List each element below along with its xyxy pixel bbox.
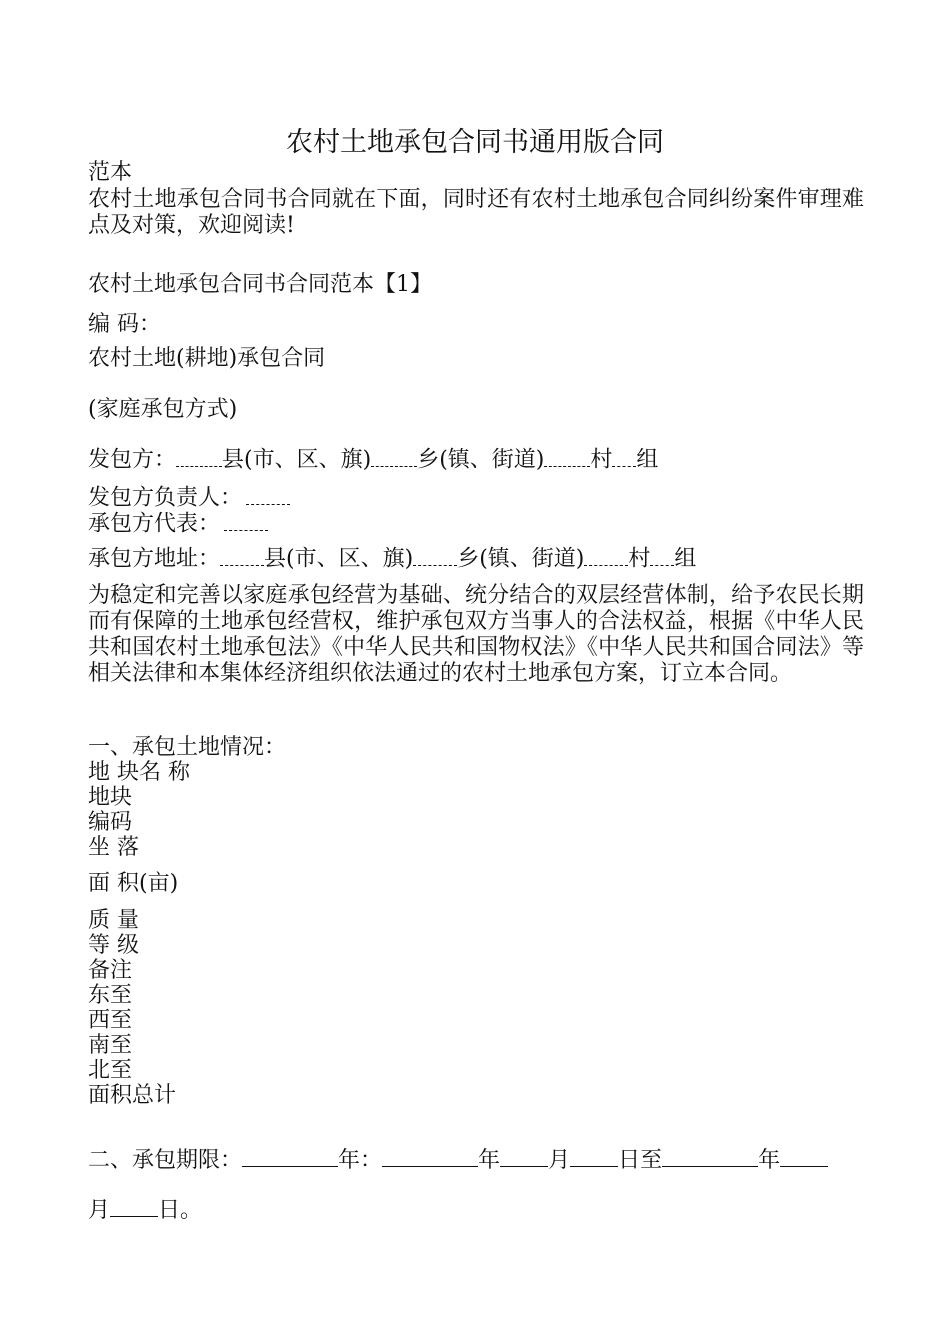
land-item: 北至: [88, 1058, 133, 1083]
contract-type: (家庭承包方式): [88, 397, 238, 422]
contractor-address-town: 乡(镇、街道): [457, 546, 585, 572]
blank-field: [110, 1195, 158, 1217]
land-item: 等 级: [88, 933, 139, 958]
blank-field: [780, 1145, 828, 1167]
heading-sample-1: 农村土地承包合同书合同范本【1】: [88, 272, 432, 297]
intro-paragraph: 农村土地承包合同书合同就在下面，同时还有农村土地承包合同纠纷案件审理难点及对策，欢迎阅读!: [88, 187, 864, 238]
contractor-address-village: 村: [628, 546, 651, 572]
blank-field: [650, 547, 674, 566]
section2-year: 年: [758, 1147, 781, 1173]
contractor-address-county: 县(市、区、旗): [264, 546, 414, 572]
issuer-group: 组: [636, 447, 659, 473]
blank-field: [246, 486, 290, 505]
section2-label: 二、承包期限：: [88, 1147, 243, 1173]
section1-heading: 一、承包土地情况：: [88, 735, 287, 760]
blank-field: [242, 1145, 338, 1167]
blank-field: [500, 1145, 548, 1167]
issuer-town: 乡(镇、街道): [417, 447, 545, 473]
blank-field: [662, 1145, 758, 1167]
land-item: 地 块名 称: [88, 760, 190, 785]
blank-field: [220, 547, 264, 566]
blank-field: [413, 547, 457, 566]
section2-line: [88, 1145, 828, 1172]
section2-day-end: 日。: [158, 1197, 203, 1223]
section2-day-to: 日至: [618, 1147, 663, 1173]
preamble-paragraph: 为稳定和完善以家庭承包经营为基础、统分结合的双层经营体制，给予农民长期而有保障的土地承包经营权，维护承包双方当事人的合法权益，根据《中华人民共和国农村土地承包法》《中华人民共和国物权法》《中华人民共和国合同法》等相关法律和本集体经济组织依法通过的农村土地承包方案，订立本合同。: [88, 583, 864, 686]
issuer-county: 县(市、区、旗): [222, 447, 372, 473]
land-item: 南至: [88, 1033, 133, 1058]
blank-field: [382, 1145, 478, 1167]
issuer-village: 村: [590, 447, 613, 473]
contractor-address-group: 组: [674, 546, 697, 572]
section2-month: 月: [88, 1197, 111, 1223]
issuer-head-line: [88, 486, 290, 510]
land-item: 面 积(亩): [88, 871, 179, 896]
land-item: 面积总计: [88, 1083, 177, 1108]
contract-name: 农村土地(耕地)承包合同: [88, 346, 326, 371]
section2-month: 月: [548, 1147, 571, 1173]
land-item: 地块: [88, 785, 133, 810]
section2-year: 年: [478, 1147, 501, 1173]
blank-field: [371, 448, 417, 467]
blank-field: [176, 448, 222, 467]
section2-continuation: [88, 1195, 202, 1222]
subtitle: 范本: [88, 160, 133, 185]
document-title: 农村土地承包合同书通用版合同: [286, 127, 664, 158]
land-item: 编码: [88, 810, 133, 835]
blank-field: [570, 1145, 618, 1167]
blank-field: [584, 547, 628, 566]
blank-field: [544, 448, 590, 467]
contractor-address-label: 承包方地址：: [88, 546, 221, 572]
land-item: 东至: [88, 983, 133, 1008]
issuer-line: [88, 448, 658, 472]
land-item: 备注: [88, 958, 133, 983]
land-item: 坐 落: [88, 835, 139, 860]
blank-field: [224, 512, 268, 531]
land-item: 西至: [88, 1008, 133, 1033]
contractor-address-line: [88, 547, 696, 571]
code-label: 编 码：: [88, 312, 161, 337]
section2-year: 年: [338, 1147, 361, 1173]
contractor-rep-label: 承包方代表：: [88, 511, 221, 537]
issuer-head-label: 发包方负责人：: [88, 485, 243, 511]
issuer-label: 发包方：: [88, 447, 177, 473]
section2-colon: ：: [360, 1147, 383, 1173]
land-item: 质 量: [88, 908, 139, 933]
blank-field: [612, 448, 636, 467]
contractor-rep-line: [88, 512, 268, 536]
